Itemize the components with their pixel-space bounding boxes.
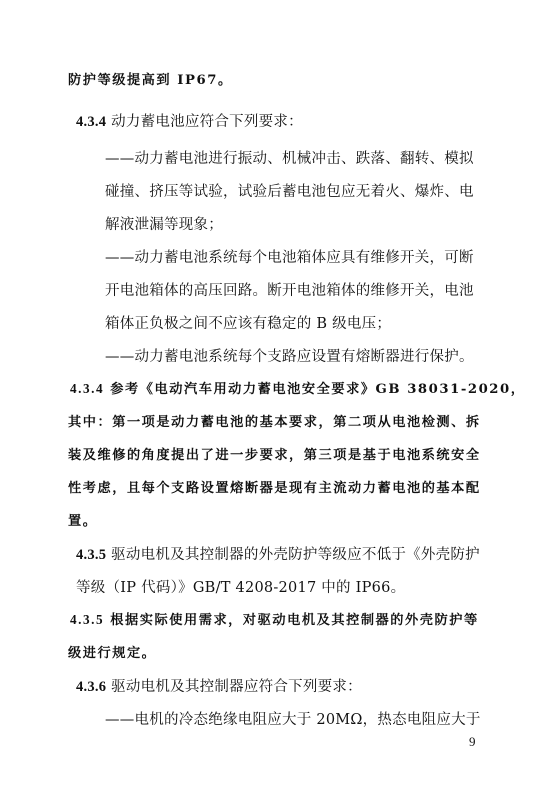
clause-number: 4.3.5 [76,547,107,563]
clause-text: 开电池箱体的高压回路。断开电池箱体的维修开关，电池 [105,283,474,299]
explanation-line: 其中：第一项是动力蓄电池的基本要求，第二项从电池检测、拆 [68,415,481,430]
clause-text: 解液泄漏等现象； [105,217,223,233]
explanation-heading [70,378,526,397]
clause-item: ——动力蓄电池进行振动、机械冲击、跌落、翻转、模拟 [105,151,474,167]
page-number: 9 [469,734,476,749]
explanation-line: 防护等级提高到 IP67。 [68,73,233,88]
clause-number: 4.3.4 [70,381,105,396]
clause-text: 箱体正负极之间不应该有稳定的 B 级电压； [105,316,392,332]
clause-number: 4.3.4 [76,114,107,130]
clause-title: 动力蓄电池应符合下列要求： [111,114,303,130]
clause-number: 4.3.5 [70,612,105,627]
explanation-line: 置。 [68,514,98,529]
clause-item: ——电机的冷态绝缘电阻应大于 20MΩ，热态电阻应大于 [105,712,481,728]
clause-heading [76,675,362,696]
clause-text: 碰撞、挤压等试验，试验后蓄电池包应无着火、爆炸、电 [105,184,474,200]
clause-text: 等级（IP 代码）》GB/T 4208-2017 中的 IP66。 [76,580,406,596]
clause-heading [76,110,303,131]
explanation-text: 参考《电动汽车用动力蓄电池安全要求》GB 38031-2020， [110,382,526,397]
explanation-line: 性考虑，且每个支路设置熔断器是现有主流动力蓄电池的基本配 [68,481,481,496]
clause-title: 驱动电机及其控制器的外壳防护等级应不低于《外壳防护 [111,547,480,563]
explanation-line: 级进行规定。 [68,646,157,661]
clause-number: 4.3.6 [76,679,107,695]
clause-heading [76,543,480,564]
clause-title: 驱动电机及其控制器应符合下列要求： [111,679,362,695]
clause-item: ——动力蓄电池系统每个电池箱体应具有维修开关，可断 [105,250,474,266]
explanation-line: 装及维修的角度提出了进一步要求，第三项是基于电池系统安全 [68,448,481,463]
explanation-heading [70,609,479,628]
explanation-text: 根据实际使用需求，对驱动电机及其控制器的外壳防护等 [110,613,479,628]
clause-item: ——动力蓄电池系统每个支路应设置有熔断器进行保护。 [105,349,474,365]
